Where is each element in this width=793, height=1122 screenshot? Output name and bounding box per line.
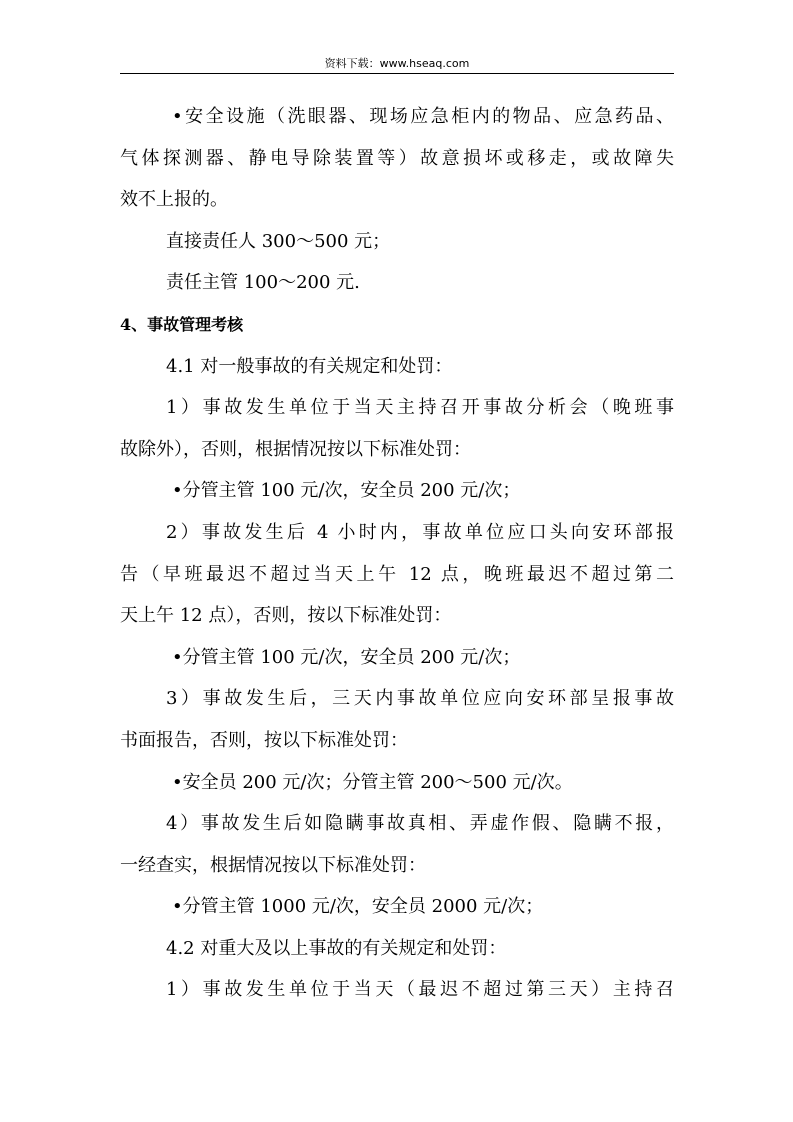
section-heading: 4、事故管理考核 (120, 314, 244, 334)
paragraph-line: 故除外），否则，根据情况按以下标准处罚： (120, 438, 471, 460)
subsection-heading: 4.1 对一般事故的有关规定和处罚： (166, 355, 453, 377)
list-item: 2）事故发生后 4 小时内，事故单位应口头向安环部报 (166, 521, 674, 543)
list-item: 3）事故发生后，三天内事故单位应向安环部呈报事故 (166, 688, 674, 710)
header-divider (120, 73, 674, 74)
paragraph-line: 书面报告，否则，按以下标准处罚： (120, 729, 408, 751)
bullet-safety-facilities: •安全设施（洗眼器、现场应急柜内的物品、应急药品、 (172, 106, 674, 127)
paragraph-line: 告（早班最迟不超过当天上午 12 点，晚班最迟不超过第二 (120, 563, 674, 585)
document-body (120, 96, 674, 1011)
subsection-heading: 4.2 对重大及以上事故的有关规定和处罚： (166, 937, 507, 959)
bullet-penalty: •分管主管 1000 元/次，安全员 2000 元/次； (172, 896, 544, 918)
page-header: 资料下载：www.hseaq.com (324, 57, 470, 70)
list-item: 4）事故发生后如隐瞒事故真相、弄虚作假、隐瞒不报， (166, 813, 674, 835)
paragraph-line: 效不上报的。 (120, 189, 228, 211)
bullet-penalty: •分管主管 100 元/次，安全员 200 元/次； (172, 480, 521, 502)
paragraph-line: 气体探测器、静电导除装置等）故意损坏或移走，或故障失 (120, 147, 674, 169)
list-item: 1）事故发生单位于当天主持召开事故分析会（晚班事 (166, 397, 674, 419)
paragraph-line: 天上午 12 点），否则，按以下标准处罚： (120, 605, 452, 627)
list-item: 1）事故发生单位于当天（最迟不超过第三天）主持召 (166, 979, 674, 1001)
bullet-penalty: •安全员 200 元/次；分管主管 200～500 元/次。 (172, 771, 573, 793)
penalty-supervisor: 责任主管 100～200 元. (166, 272, 360, 294)
penalty-direct-responsible: 直接责任人 300～500 元； (166, 230, 391, 252)
bullet-penalty: •分管主管 100 元/次，安全员 200 元/次； (172, 646, 521, 668)
paragraph-line: 一经查实，根据情况按以下标准处罚： (120, 854, 426, 876)
